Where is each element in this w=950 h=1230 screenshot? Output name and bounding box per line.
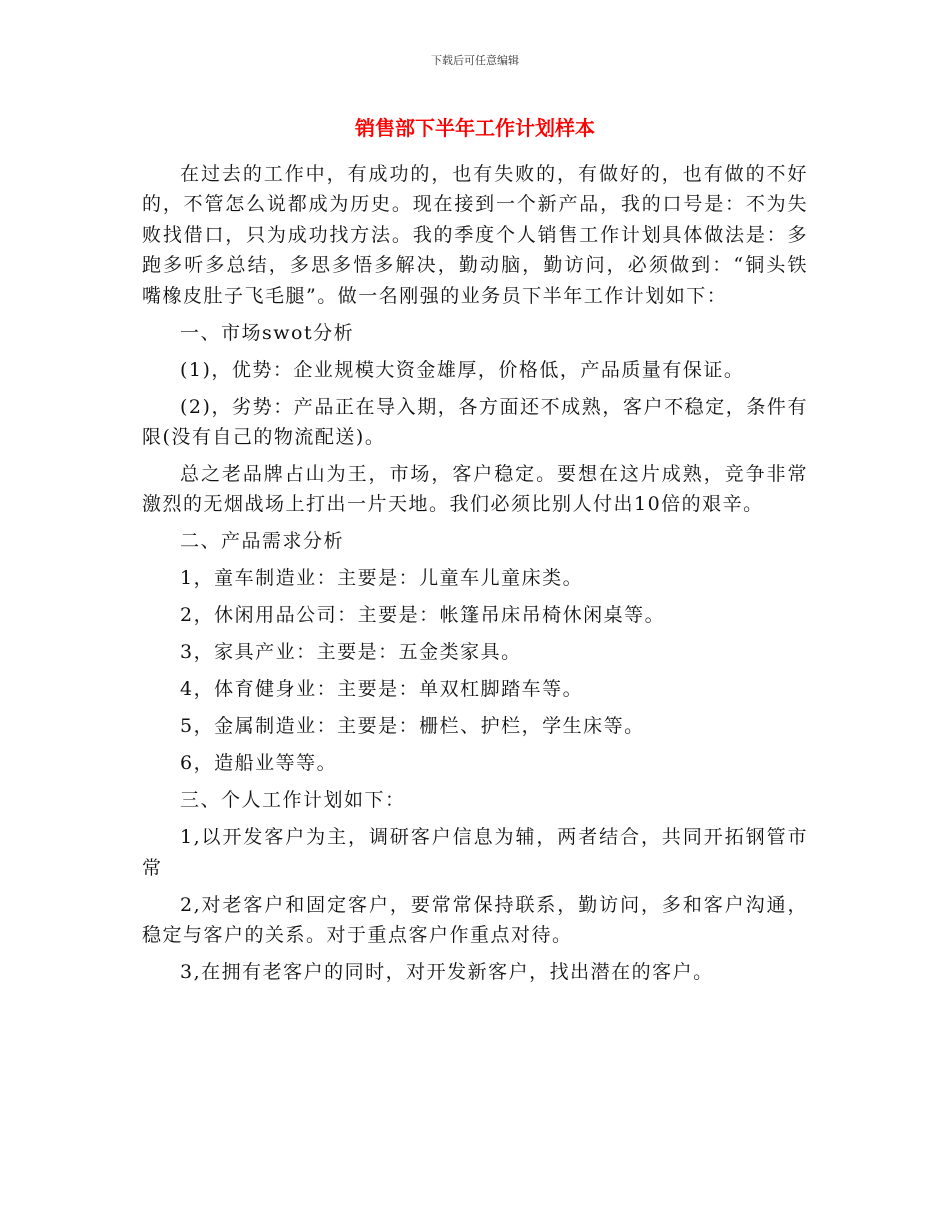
- section-heading-demand: 二、产品需求分析: [180, 530, 345, 553]
- paragraph-strengths: (1)，优势：企业规模大资金雄厚，价格低，产品质量有保证。: [180, 358, 745, 381]
- list-item-demand: 2，休闲用品公司：主要是：帐篷吊床吊椅休闲桌等。: [180, 604, 666, 627]
- list-item-demand: 4，体育健身业：主要是：单双杠脚踏车等。: [180, 678, 584, 701]
- paragraph-weaknesses: (2)，劣势：产品正在导入期，各方面还不成熟，客户不稳定，条件有限(没有自己的物流配送)。: [142, 395, 808, 449]
- header-note: 下载后可任意编辑: [431, 54, 519, 67]
- paragraph-intro: 在过去的工作中，有成功的，也有失败的，有做好的，也有做的不好的，不管怎么说都成为历史。现在接到一个新产品，我的口号是：不为失败找借口，只为成功找方法。我的季度个人销售工作计划具体做法是：多跑多听多总结，多思多悟多解决，勤动脑，勤访问，必须做到：“铜头铁嘴橡皮肚子飞毛腿”。做一名刚强的业务员下半年工作计划如下：: [142, 163, 808, 307]
- paragraph-summary: 总之老品牌占山为王，市场，客户稳定。要想在这片成熟，竞争非常激烈的无烟战场上打出一片天地。我们必须比别人付出10倍的艰辛。: [142, 463, 808, 516]
- list-item-plan: 1,以开发客户为主，调研客户信息为辅，两者结合，共同开拓钢管市常: [142, 826, 808, 879]
- section-heading-plan: 三、个人工作计划如下：: [180, 789, 406, 812]
- list-item-plan: 2,对老客户和固定客户，要常常保持联系，勤访问，多和客户沟通，稳定与客户的关系。对于重点客户作重点对待。: [142, 893, 808, 947]
- section-heading-swot: 一、市场swot分析: [180, 321, 355, 344]
- document-body: [142, 159, 808, 988]
- list-item-plan: 3,在拥有老客户的同时，对开发新客户，找出潜在的客户。: [180, 961, 714, 984]
- document-title: 销售部下半年工作计划样本: [355, 116, 595, 140]
- list-item-demand: 3，家具产业：主要是：五金类家具。: [180, 641, 522, 664]
- list-item-demand: 5，金属制造业：主要是：栅栏、护栏，学生床等。: [180, 715, 645, 738]
- list-item-demand: 6，造船业等等。: [180, 752, 338, 775]
- list-item-demand: 1，童车制造业：主要是：儿童车儿童床类。: [180, 567, 584, 590]
